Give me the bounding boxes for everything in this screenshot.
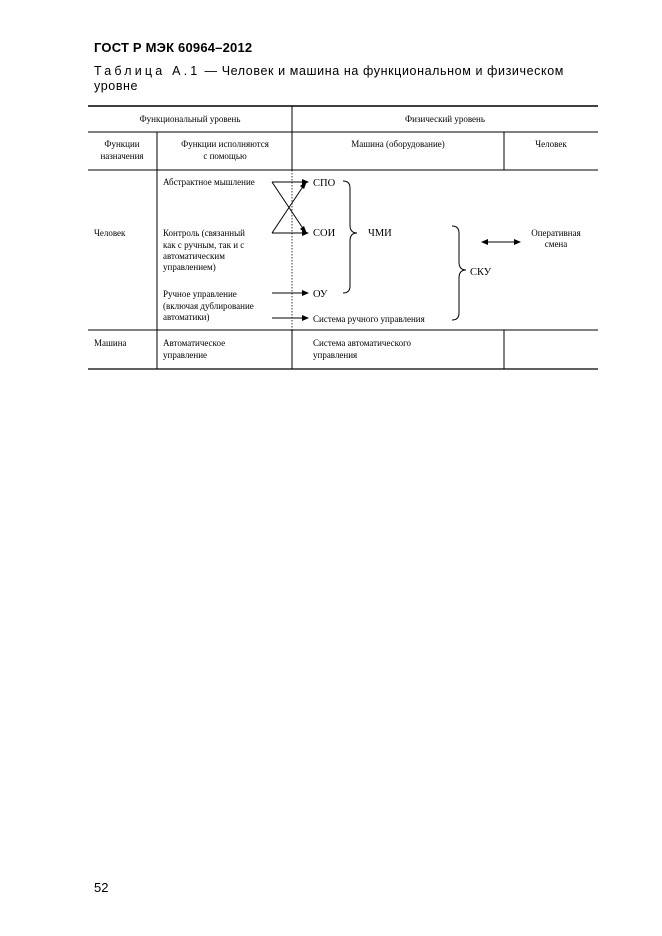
header-functional-level: Функциональный уровень <box>139 114 241 124</box>
arrowhead-manual-control <box>302 315 309 321</box>
func-control-line4: управлением) <box>163 262 216 272</box>
header-functions-performed-line2: с помощью <box>203 151 247 161</box>
system-auto-control-line2: управления <box>313 350 358 360</box>
func-manual-line2: (включая дублирование <box>163 301 254 311</box>
header-human: Человек <box>535 139 567 149</box>
cross-arrow-abstract-to-soi <box>272 182 304 230</box>
func-control-line1: Контроль (связанный <box>163 228 245 238</box>
system-chmi: ЧМИ <box>368 228 392 239</box>
standard-code: ГОСТ Р МЭК 60964–2012 <box>94 40 253 55</box>
func-auto-line1: Автоматическое <box>163 338 226 348</box>
page-number: 52 <box>94 880 109 895</box>
system-spo: СПО <box>313 178 336 189</box>
human-shift-line2: смена <box>544 239 568 249</box>
human-shift-line1: Оперативная <box>531 228 581 238</box>
table-caption-label: Таблица А.1 <box>94 64 201 78</box>
header-machine: Машина (оборудование) <box>351 139 445 149</box>
func-control-line2: как с ручным, так и с <box>163 240 245 250</box>
row-label-human: Человек <box>94 228 126 238</box>
row-label-machine: Машина <box>94 338 127 348</box>
arrowhead-left-double <box>481 239 488 245</box>
brace-sku <box>452 226 466 320</box>
brace-chmi <box>343 181 357 293</box>
func-manual-line3: автоматики) <box>163 312 210 322</box>
table-caption-text: — Человек и машина на функциональном и физическом уровне <box>94 64 564 93</box>
arrowhead-right-double <box>514 239 521 245</box>
header-physical-level: Физический уровень <box>405 114 485 124</box>
cross-arrow-control-to-spo <box>272 185 304 233</box>
header-functions-performed-line1: Функции исполняются <box>181 139 269 149</box>
system-manual-control: Система ручного управления <box>313 314 425 324</box>
system-sku: СКУ <box>470 267 492 278</box>
func-manual-line1: Ручное управление <box>163 289 237 299</box>
header-purpose-functions-line2: назначения <box>100 151 144 161</box>
system-auto-control-line1: Система автоматического <box>313 338 412 348</box>
header-purpose-functions-line1: Функции <box>104 139 140 149</box>
func-auto-line2: управление <box>163 350 208 360</box>
system-ou: ОУ <box>313 289 328 300</box>
func-abstract-thinking: Абстрактное мышление <box>163 177 255 187</box>
func-control-line3: автоматическим <box>163 251 225 261</box>
arrowhead-ou <box>302 290 309 296</box>
system-soi: СОИ <box>313 228 336 239</box>
